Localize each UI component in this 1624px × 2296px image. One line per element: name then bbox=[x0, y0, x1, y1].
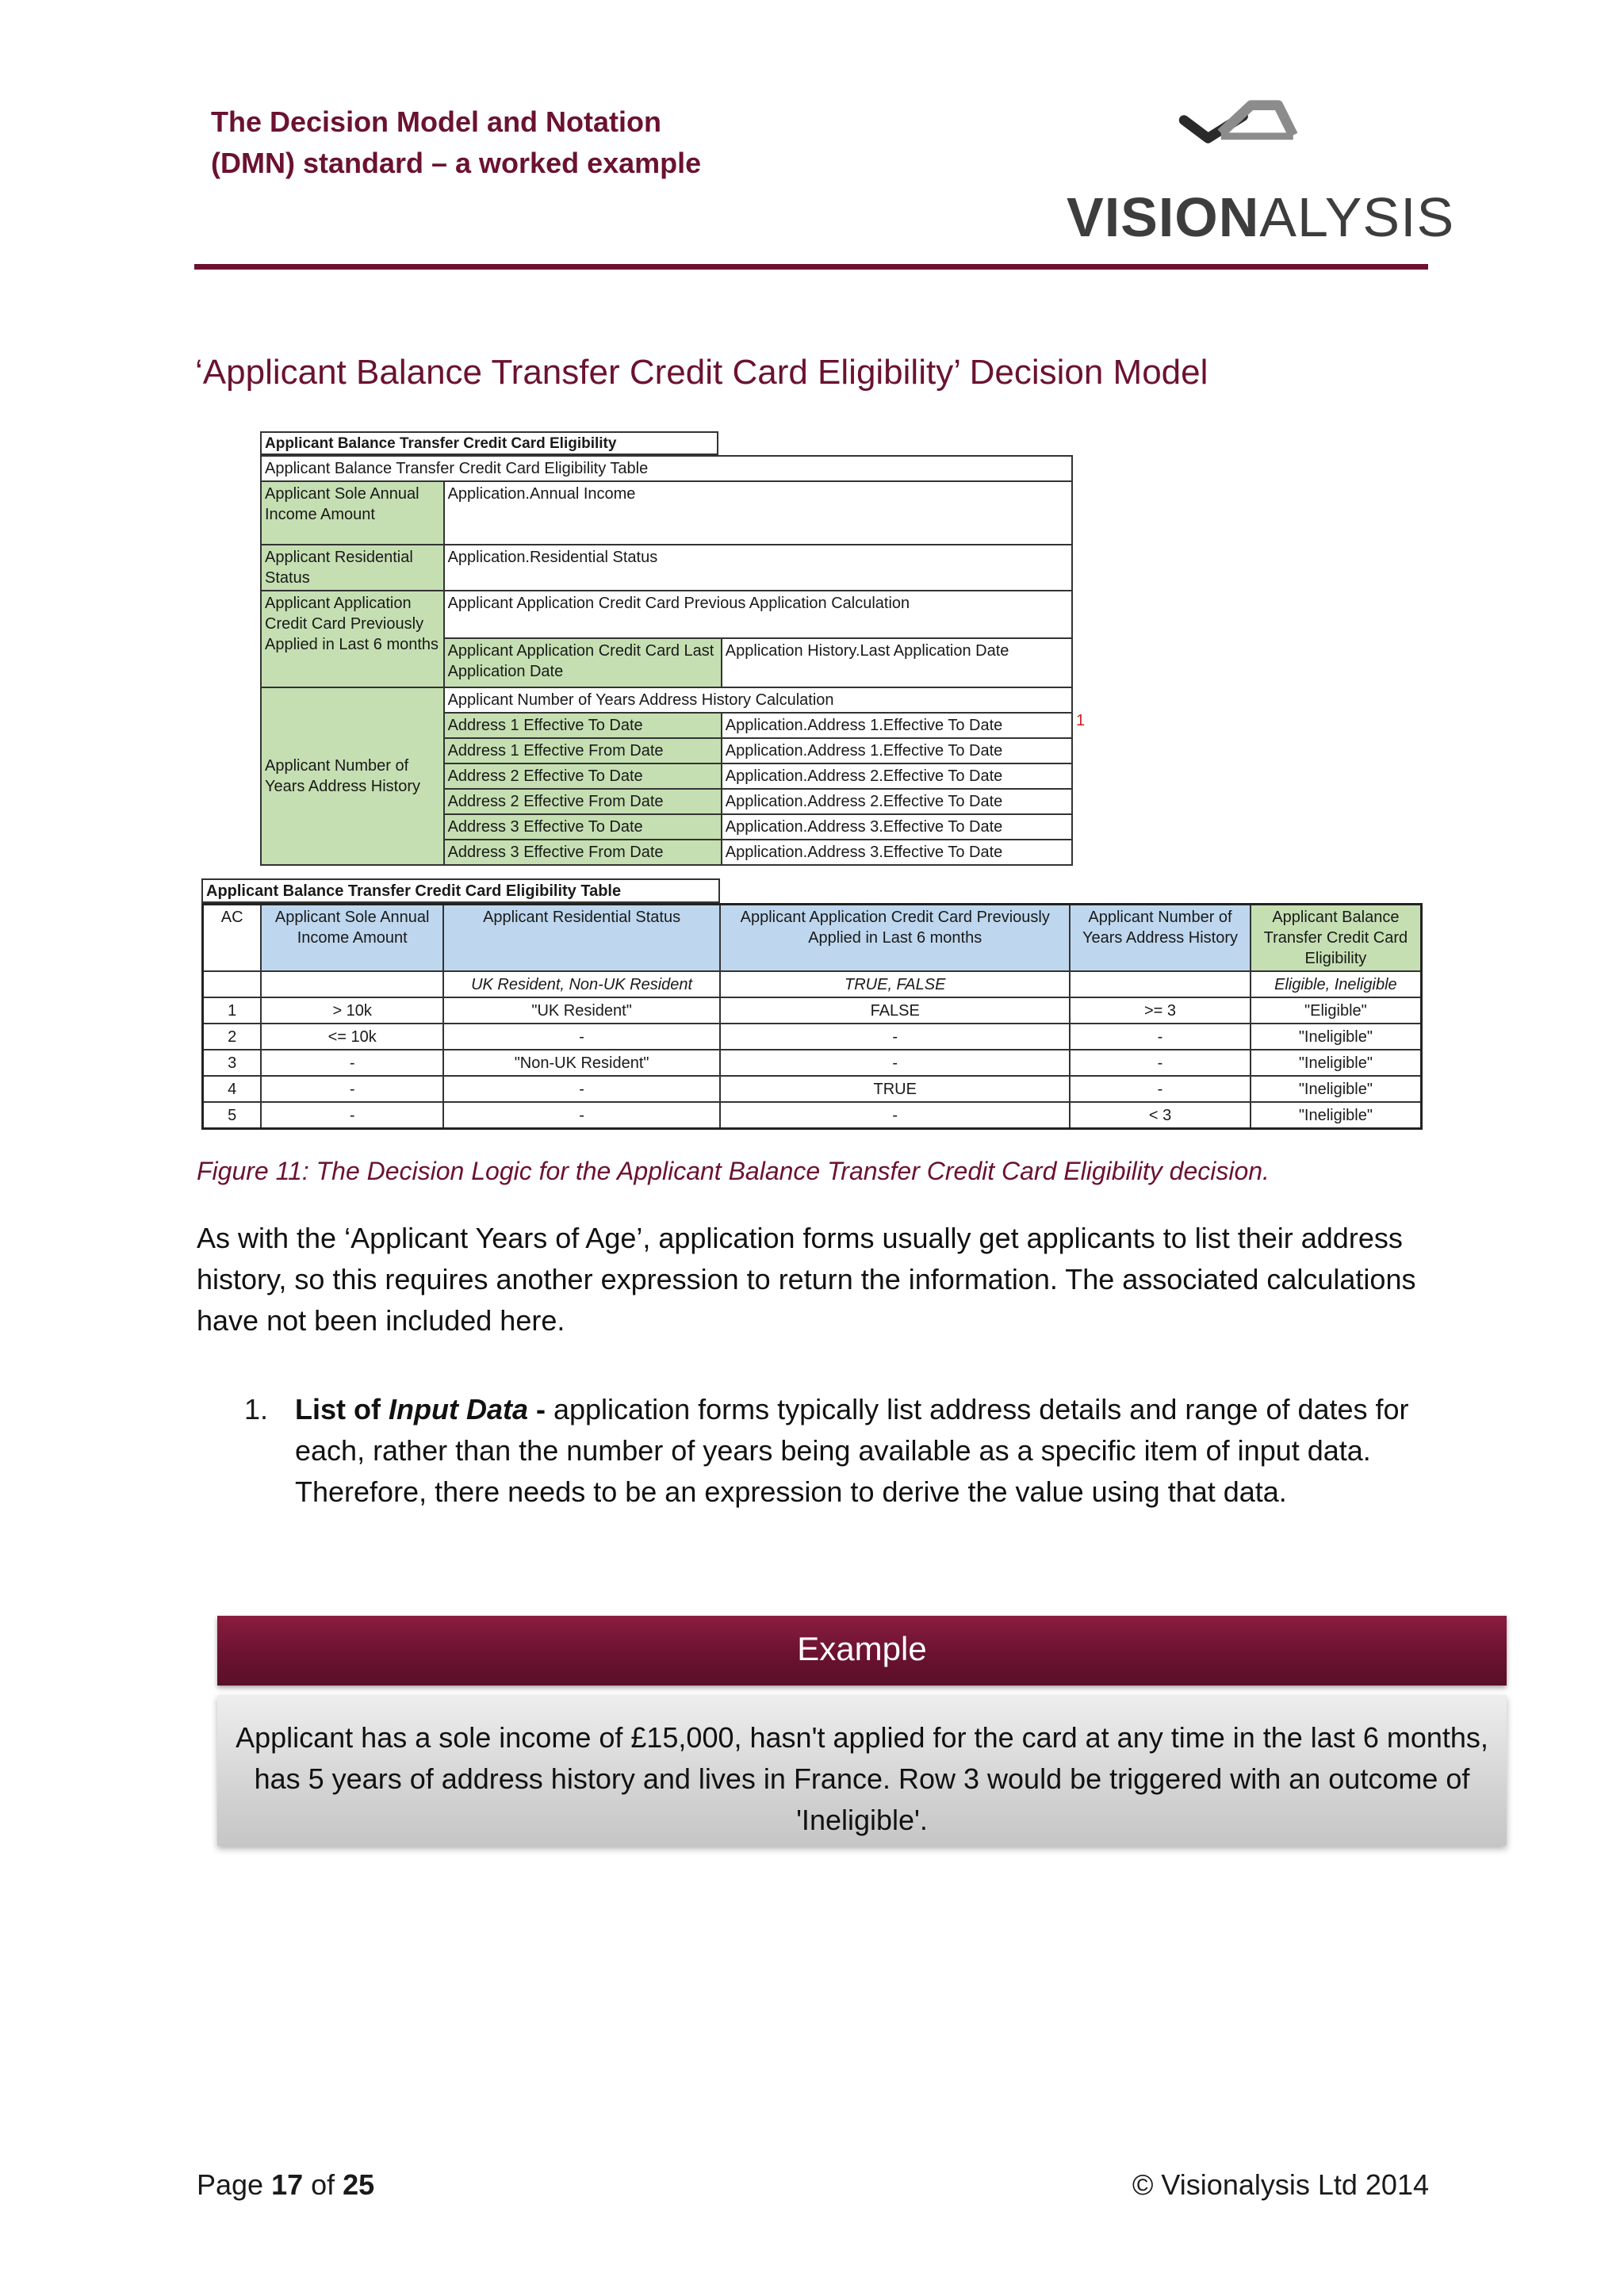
dt-cell: 1 bbox=[203, 997, 262, 1024]
dt-cell: - bbox=[1070, 1050, 1251, 1076]
body-paragraph: As with the ‘Applicant Years of Age’, application forms usually get applicants to list their address history, so this requires another expression to return the information. The associated calculations have not been included here. bbox=[197, 1222, 1416, 1337]
dt-rule-row bbox=[203, 1076, 1422, 1102]
dt-cell: - bbox=[720, 1102, 1070, 1129]
dt-cell: - bbox=[443, 1102, 720, 1129]
dt-cell: - bbox=[443, 1076, 720, 1102]
figure-caption: Figure 11: The Decision Logic for the Applicant Balance Transfer Credit Card Eligibility decision. bbox=[197, 1157, 1270, 1185]
dt-header-ac: AC bbox=[203, 905, 262, 972]
document-title-line1: The Decision Model and Notation bbox=[211, 105, 662, 138]
dt-cell: <= 10k bbox=[261, 1024, 443, 1050]
logo-wordmark-alysis: ALYSIS bbox=[1259, 186, 1455, 248]
dt-cell: - bbox=[720, 1050, 1070, 1076]
dt-cell: 4 bbox=[203, 1076, 262, 1102]
dt-header-residential: Applicant Residential Status bbox=[443, 905, 720, 972]
dt-rule-row bbox=[203, 997, 1422, 1024]
header-divider bbox=[194, 264, 1428, 270]
dt-header-years: Applicant Number of Years Address History bbox=[1070, 905, 1251, 972]
dt-header-eligibility: Applicant Balance Transfer Credit Card Eligibility bbox=[1251, 905, 1422, 972]
drd-residential-label: Applicant Residential Status bbox=[261, 545, 444, 591]
dt-cell: UK Resident, Non-UK Resident bbox=[443, 971, 720, 997]
dt-cell bbox=[261, 971, 443, 997]
drd-address-value: Application.Address 3.Effective To Date bbox=[722, 814, 1072, 840]
dt-cell: "Ineligible" bbox=[1251, 1076, 1422, 1102]
dt-cell: "Ineligible" bbox=[1251, 1102, 1422, 1129]
drd-income-label: Applicant Sole Annual Income Amount bbox=[261, 481, 444, 545]
dt-cell: - bbox=[720, 1024, 1070, 1050]
dt-cell: TRUE, FALSE bbox=[720, 971, 1070, 997]
dt-cell: Eligible, Ineligible bbox=[1251, 971, 1422, 997]
dt-cell: - bbox=[261, 1102, 443, 1129]
dt-cell: - bbox=[1070, 1076, 1251, 1102]
drd-residential-value: Application.Residential Status bbox=[444, 545, 1072, 591]
dt-cell bbox=[203, 971, 262, 997]
drd-address-value: Application.Address 3.Effective To Date bbox=[722, 840, 1072, 865]
dt-cell: - bbox=[1070, 1024, 1251, 1050]
drd-address-value: Application.Address 1.Effective To Date bbox=[722, 713, 1072, 738]
drd-subtitle: Applicant Balance Transfer Credit Card Eligibility Table bbox=[261, 456, 1072, 481]
dt-cell: TRUE bbox=[720, 1076, 1070, 1102]
drd-years-label: Applicant Number of Years Address History bbox=[261, 687, 444, 865]
drd-address-label: Address 2 Effective To Date bbox=[444, 763, 722, 789]
decision-table-title: Applicant Balance Transfer Credit Card Eligibility Table bbox=[201, 878, 720, 903]
list-bold-suffix: - bbox=[527, 1393, 546, 1425]
dt-header-income: Applicant Sole Annual Income Amount bbox=[261, 905, 443, 972]
list-number: 1. bbox=[244, 1393, 269, 1425]
dt-cell: < 3 bbox=[1070, 1102, 1251, 1129]
page-total: 25 bbox=[343, 2168, 375, 2201]
drd-years-calc: Applicant Number of Years Address History Calculation bbox=[444, 687, 1072, 713]
page-number bbox=[197, 2164, 374, 2206]
logo-wordmark-vision: VISION bbox=[1067, 186, 1260, 248]
decision-table bbox=[201, 903, 1423, 1130]
dt-cell: "Eligible" bbox=[1251, 997, 1422, 1024]
list-item-text bbox=[295, 1389, 1437, 1513]
document-title-line2: (DMN) standard – a worked example bbox=[211, 147, 702, 179]
page-prefix: Page bbox=[197, 2168, 272, 2201]
drd-red-marker: 1 bbox=[1076, 712, 1086, 729]
visionalysis-logo-icon bbox=[1067, 95, 1400, 190]
dt-allowed-values-row bbox=[203, 971, 1422, 997]
logo-wordmark bbox=[1067, 186, 1455, 249]
dt-cell bbox=[1070, 971, 1251, 997]
page-of: of bbox=[303, 2168, 343, 2201]
drd-address-label: Address 2 Effective From Date bbox=[444, 789, 722, 814]
dt-cell: - bbox=[261, 1076, 443, 1102]
example-body-text: Applicant has a sole income of £15,000, hasn't applied for the card at any time in the last 6 months, has 5 years of address history and lives in France. Row 3 would be triggered with an outcome of 'Ineligible'. bbox=[236, 1721, 1488, 1836]
dt-cell: 5 bbox=[203, 1102, 262, 1129]
drd-address-value: Application.Address 2.Effective To Date bbox=[722, 763, 1072, 789]
drd-address-value: Application.Address 2.Effective To Date bbox=[722, 789, 1072, 814]
drd-prev-label: Applicant Application Credit Card Previously Applied in Last 6 months bbox=[261, 591, 444, 687]
section-heading: ‘Applicant Balance Transfer Credit Card Eligibility’ Decision Model bbox=[195, 353, 1208, 392]
drd-prev-calc: Applicant Application Credit Card Previous Application Calculation bbox=[444, 591, 1072, 638]
drd-prev-sub-value: Application History.Last Application Date bbox=[722, 638, 1072, 687]
drd-address-label: Address 3 Effective From Date bbox=[444, 840, 722, 865]
dt-cell: 3 bbox=[203, 1050, 262, 1076]
dt-cell: - bbox=[261, 1050, 443, 1076]
drd-table bbox=[260, 455, 1073, 866]
list-bold-prefix: List of bbox=[295, 1393, 389, 1425]
drd-address-label: Address 1 Effective From Date bbox=[444, 738, 722, 763]
dt-cell: FALSE bbox=[720, 997, 1070, 1024]
drd-address-value: Application.Address 1.Effective To Date bbox=[722, 738, 1072, 763]
document-title bbox=[211, 101, 814, 184]
drd-address-label: Address 3 Effective To Date bbox=[444, 814, 722, 840]
dt-cell: "Ineligible" bbox=[1251, 1024, 1422, 1050]
dt-cell: "Ineligible" bbox=[1251, 1050, 1422, 1076]
dt-rule-row bbox=[203, 1050, 1422, 1076]
copyright-notice: © Visionalysis Ltd 2014 bbox=[1132, 2168, 1429, 2201]
dt-rule-row bbox=[203, 1024, 1422, 1050]
drd-income-value: Application.Annual Income bbox=[444, 481, 1072, 545]
dt-cell: - bbox=[443, 1024, 720, 1050]
dt-cell: >= 3 bbox=[1070, 997, 1251, 1024]
dt-rule-row bbox=[203, 1102, 1422, 1129]
example-heading: Example bbox=[797, 1630, 927, 1667]
list-body-text: application forms typically list address details and range of dates for each, rather than the number of years being available as a specific item of input data. Therefore, there needs to be an expression to derive the value using that data. bbox=[295, 1393, 1409, 1508]
list-bold-italic: Input Data bbox=[388, 1393, 528, 1425]
drd-title: Applicant Balance Transfer Credit Card Eligibility bbox=[260, 431, 718, 455]
dt-header-previous: Applicant Application Credit Card Previously Applied in Last 6 months bbox=[720, 905, 1070, 972]
dt-cell: 2 bbox=[203, 1024, 262, 1050]
page-current: 17 bbox=[271, 2168, 304, 2201]
dt-cell: > 10k bbox=[261, 997, 443, 1024]
dt-cell: "Non-UK Resident" bbox=[443, 1050, 720, 1076]
drd-address-label: Address 1 Effective To Date bbox=[444, 713, 722, 738]
drd-prev-sub-label: Applicant Application Credit Card Last Application Date bbox=[444, 638, 722, 687]
dt-cell: "UK Resident" bbox=[443, 997, 720, 1024]
